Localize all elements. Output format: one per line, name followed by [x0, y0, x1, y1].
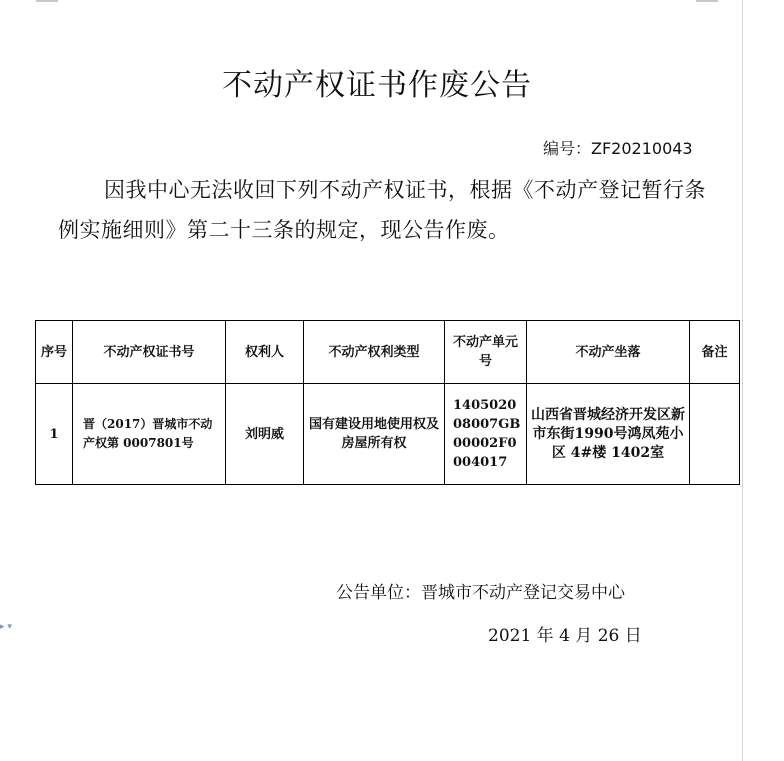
- page-title: 不动产权证书作废公告: [222, 68, 532, 104]
- document-number: 编号：ZF20210043: [543, 139, 693, 158]
- header-owner: 权利人: [226, 321, 304, 384]
- cell-cert-number: 晋（2017）晋城市不动产权第 0007801号: [73, 384, 226, 485]
- table-row: [36, 384, 740, 485]
- header-unit-number: 不动产单元号: [445, 321, 527, 384]
- cell-right-type: 国有建设用地使用权及房屋所有权: [304, 384, 445, 485]
- header-cert-number: 不动产权证书号: [73, 321, 226, 384]
- header-remark: 备注: [690, 321, 740, 384]
- cell-unit-number: 140502008007GB00002F0004017: [445, 384, 527, 485]
- publish-date: 2021 年 4 月 26 日: [488, 626, 642, 646]
- cell-index: 1: [36, 384, 73, 485]
- header-location: 不动产坐落: [527, 321, 690, 384]
- header-index: 序号: [36, 321, 73, 384]
- publisher-line: 公告单位：晋城市不动产登记交易中心: [336, 583, 625, 603]
- page-corner-mark-left: [36, 0, 58, 2]
- certificate-table: [35, 320, 740, 485]
- notice-body: 因我中心无法收回下列不动产权证书，根据《不动产登记暂行条例实施细则》第二十三条的规定，现公告作废。: [58, 178, 706, 242]
- scroll-arrow-icon[interactable]: ▸ ▾: [0, 622, 12, 632]
- cell-remark: [690, 384, 740, 485]
- page-corner-mark-right: [696, 0, 718, 2]
- header-right-type: 不动产权利类型: [304, 321, 445, 384]
- table-header-row: [36, 321, 740, 384]
- cell-owner: 刘明威: [226, 384, 304, 485]
- page-edge: [742, 0, 743, 761]
- cell-location: 山西省晋城经济开发区新市东街1990号鸿凤苑小区 4#楼 1402室: [527, 384, 690, 485]
